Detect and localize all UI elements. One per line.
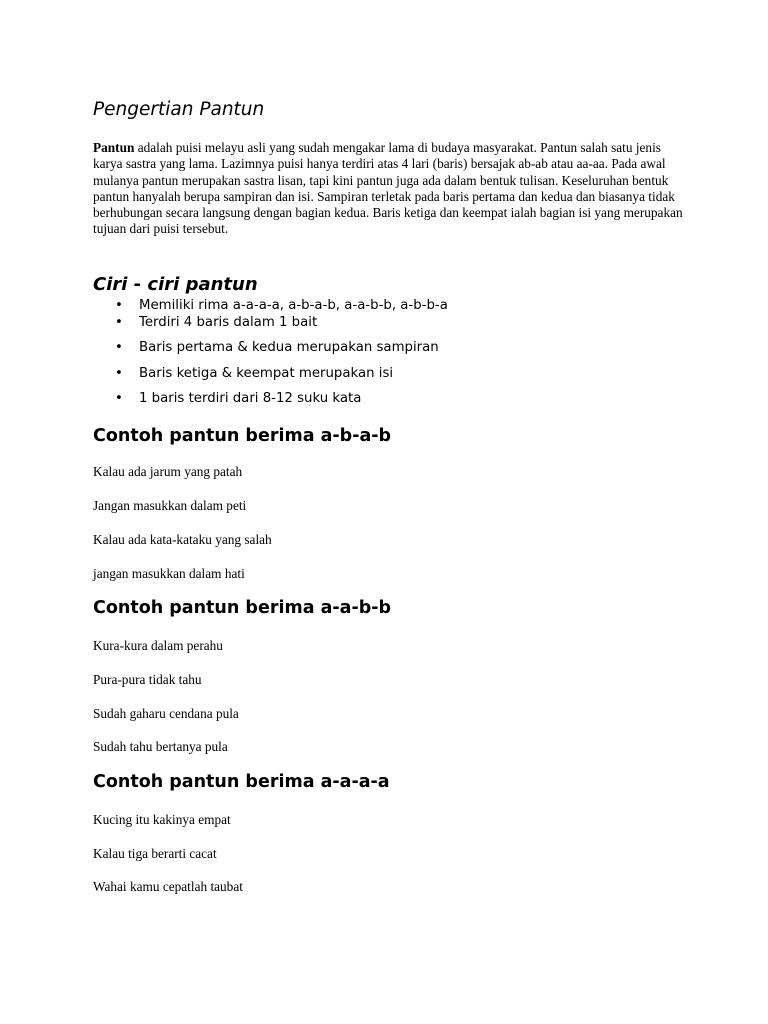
verse-line: jangan masukkan dalam hati (93, 566, 245, 581)
verse-line: Sudah gaharu cendana pula (93, 706, 239, 721)
verse-line: Kalau tiga berarti cacat (93, 846, 217, 861)
example-heading-aabb: Contoh pantun berima a-a-b-b (93, 598, 392, 618)
verse-line: Sudah tahu bertanya pula (93, 739, 228, 754)
list-item-text: 1 baris terdiri dari 8-12 suku kata (139, 391, 362, 406)
intro-paragraph (93, 140, 683, 238)
bullet-icon: • (115, 298, 123, 313)
verse-line: Wahai kamu cepatlah taubat (93, 879, 243, 894)
list-item-text: Memiliki rima a-a-a-a, a-b-a-b, a-a-b-b, a-b-b-a (139, 298, 448, 313)
verse-line: Kucing itu kakinya empat (93, 812, 231, 827)
verse-line: Kalau ada kata-kataku yang salah (93, 532, 272, 547)
verse-line: Kura-kura dalam perahu (93, 638, 223, 653)
verse-line: Jangan masukkan dalam peti (93, 498, 247, 513)
bullet-icon: • (115, 366, 123, 381)
bullet-icon: • (115, 315, 123, 330)
ciri-heading: Ciri - ciri pantun (93, 274, 258, 295)
intro-lead-word: Pantun (93, 140, 135, 155)
list-item-text: Baris pertama & kedua merupakan sampiran (139, 340, 439, 355)
example-heading-abab: Contoh pantun berima a-b-a-b (93, 426, 392, 446)
bullet-icon: • (115, 340, 123, 355)
list-item-text: Terdiri 4 baris dalam 1 bait (139, 315, 318, 330)
bullet-icon: • (115, 391, 123, 406)
example-heading-aaaa: Contoh pantun berima a-a-a-a (93, 772, 390, 792)
verse-line: Pura-pura tidak tahu (93, 672, 202, 687)
list-item-text: Baris ketiga & keempat merupakan isi (139, 366, 394, 381)
intro-body-text: adalah puisi melayu asli yang sudah mengakar lama di budaya masyarakat. Pantun salah satu jenis karya sastra yang lama. Lazimnya puisi hanya terdiri atas 4 lari (baris) bersajak ab-ab atau aa-aa. Pada awal mulanya pantun merupakan sastra lisan, tapi kini pantun juga ada dalam bentuk tulisan. Keseluruhan bentuk pantun hanyalah berupa sampiran dan isi. Sampiran terletak pada baris pertama dan kedua dan biasanya tidak berhubungan secara langsung dengan bagian kedua. Baris ketiga dan keempat ialah bagian isi yang merupakan tujuan dari puisi tersebut. (93, 140, 683, 237)
page-title: Pengertian Pantun (93, 99, 265, 120)
verse-line: Kalau ada jarum yang patah (93, 464, 243, 479)
